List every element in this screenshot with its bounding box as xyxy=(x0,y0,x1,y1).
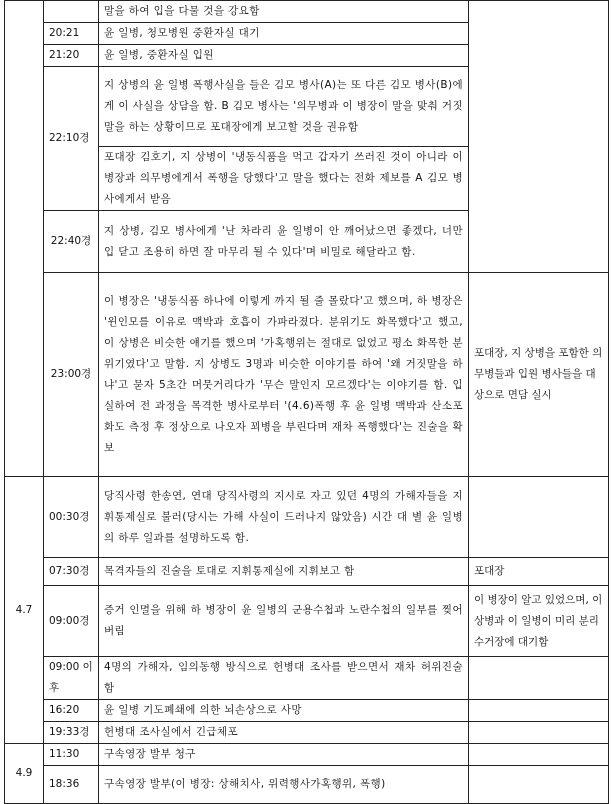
time-cell: 11:30 xyxy=(44,744,99,766)
table-row xyxy=(5,722,609,744)
note-cell xyxy=(469,477,609,558)
note-cell xyxy=(469,657,609,700)
table-row xyxy=(5,558,609,586)
event-cell: 구속영장 발부(이 병장: 상해치사, 위력행사가혹행위, 폭행) xyxy=(99,766,469,804)
date-cell: 4.9 xyxy=(5,744,44,804)
event-cell: 지 상병의 윤 일병 폭행사실을 들은 김모 병사(A)는 또 다른 김모 병사(B)에게 이 사실을 상담을 함. B 김모 병사는 '의무병과 이 병장이 말을 맞춰 거짓말을 하는 상황이므로 포대장에게 보고할 것을 권유함 xyxy=(99,67,469,147)
event-cell: 목격자들의 진술을 토대로 지휘통제실에 지휘보고 함 xyxy=(99,558,469,586)
note-cell xyxy=(469,744,609,766)
time-cell: 18:36 xyxy=(44,766,99,804)
table-row xyxy=(5,766,609,804)
event-cell: 당직사령 한송연, 연대 당직사령의 지시로 자고 있던 4명의 가해자들을 지휘통제실로 불러(당시는 가해 사실이 드러나지 않았음) 시간 대 별 윤 일병의 하루 일과를 설명하도록 함. xyxy=(99,477,469,558)
event-cell: 4명의 가해자, 임의동행 방식으로 헌병대 조사를 받으면서 재차 허위진술 함 xyxy=(99,657,469,700)
event-cell: 지 상병, 김모 병사에게 '난 차라리 윤 일병이 안 깨어났으면 좋겠다, 너만 입 닫고 조용히 하면 잘 마무리 될 수 있다'며 비밀로 해달라고 함. xyxy=(99,211,469,273)
table-row xyxy=(5,700,609,722)
table-row xyxy=(5,1,609,23)
table-row xyxy=(5,657,609,700)
time-cell: 09:00 이후 xyxy=(44,657,99,700)
table-row xyxy=(5,744,609,766)
timeline-table xyxy=(4,0,609,804)
time-cell: 20:21 xyxy=(44,23,99,45)
time-cell: 07:30경 xyxy=(44,558,99,586)
time-cell: 09:00경 xyxy=(44,586,99,657)
event-cell: 윤 일병 기도폐쇄에 의한 뇌손상으로 사망 xyxy=(99,700,469,722)
table-row xyxy=(5,477,609,558)
time-cell: 23:00경 xyxy=(44,273,99,477)
time-cell: 19:33경 xyxy=(44,722,99,744)
note-cell: 이 병장이 알고 있었으며, 이 상병과 이 일병이 미리 분리수거장에 대기함 xyxy=(469,586,609,657)
note-cell xyxy=(469,722,609,744)
time-cell: 22:40경 xyxy=(44,211,99,273)
time-cell: 21:20 xyxy=(44,45,99,67)
table-row xyxy=(5,273,609,477)
note-cell xyxy=(469,700,609,722)
note-cell xyxy=(469,766,609,804)
event-cell: 윤 일병, 청모병원 중환자실 대기 xyxy=(99,23,469,45)
event-cell: 포대장 김호기, 지 상병이 '냉동식품을 먹고 갑자기 쓰러진 것이 아니라 이 병장과 의무병에게서 폭행을 당했다'고 말을 했다는 전화 제보를 A 김모 병사에게서 받음 xyxy=(99,147,469,211)
event-cell: 말을 하여 입을 다물 것을 강요함 xyxy=(99,1,469,23)
time-cell: 00:30경 xyxy=(44,477,99,558)
time-cell xyxy=(44,1,99,23)
event-cell: 증거 인멸을 위해 하 병장이 윤 일병의 군용수첩과 노란수첩의 일부를 찢어버림 xyxy=(99,586,469,657)
event-cell: 헌병대 조사실에서 긴급체포 xyxy=(99,722,469,744)
date-cell xyxy=(5,1,44,477)
note-cell: 포대장 xyxy=(469,558,609,586)
event-cell: 구속영장 발부 청구 xyxy=(99,744,469,766)
date-cell: 4.7 xyxy=(5,477,44,744)
time-cell: 22:10경 xyxy=(44,67,99,211)
event-cell: 이 병장은 '냉동식품 하나에 이렇게 까지 될 줄 몰랐다'고 했으며, 하 병장은 '윈인모를 이유로 맥박과 호흡이 가파라졌다. 분위기도 화목했다'고 했고, 이 상병은 비슷한 얘기를 했으며 '가혹행위는 절대로 없었고 평소 화목한 분위기였다'고 말함. 지 상병도 3명과 비슷한 이야기를 하여 '왜 거짓말을 하냐'고 묻자 5초간 머뭇거리다가 '무슨 말인지 모르겠다'는 이야기를 함. 입실하여 전 과정을 목격한 병사로부터 '(4.6)폭행 후 윤 일병 맥박과 산소포화도 측정 후 정상으로 나오자 꾀병을 부린다며 재차 폭행했다'는 진술을 확보 xyxy=(99,273,469,477)
event-cell: 윤 일병, 중환자실 입원 xyxy=(99,45,469,67)
note-cell: 포대장, 지 상병을 포함한 의무병들과 입원 병사들을 대상으로 면담 실시 xyxy=(469,273,609,477)
note-cell xyxy=(469,1,609,273)
table-row xyxy=(5,586,609,657)
time-cell: 16:20 xyxy=(44,700,99,722)
